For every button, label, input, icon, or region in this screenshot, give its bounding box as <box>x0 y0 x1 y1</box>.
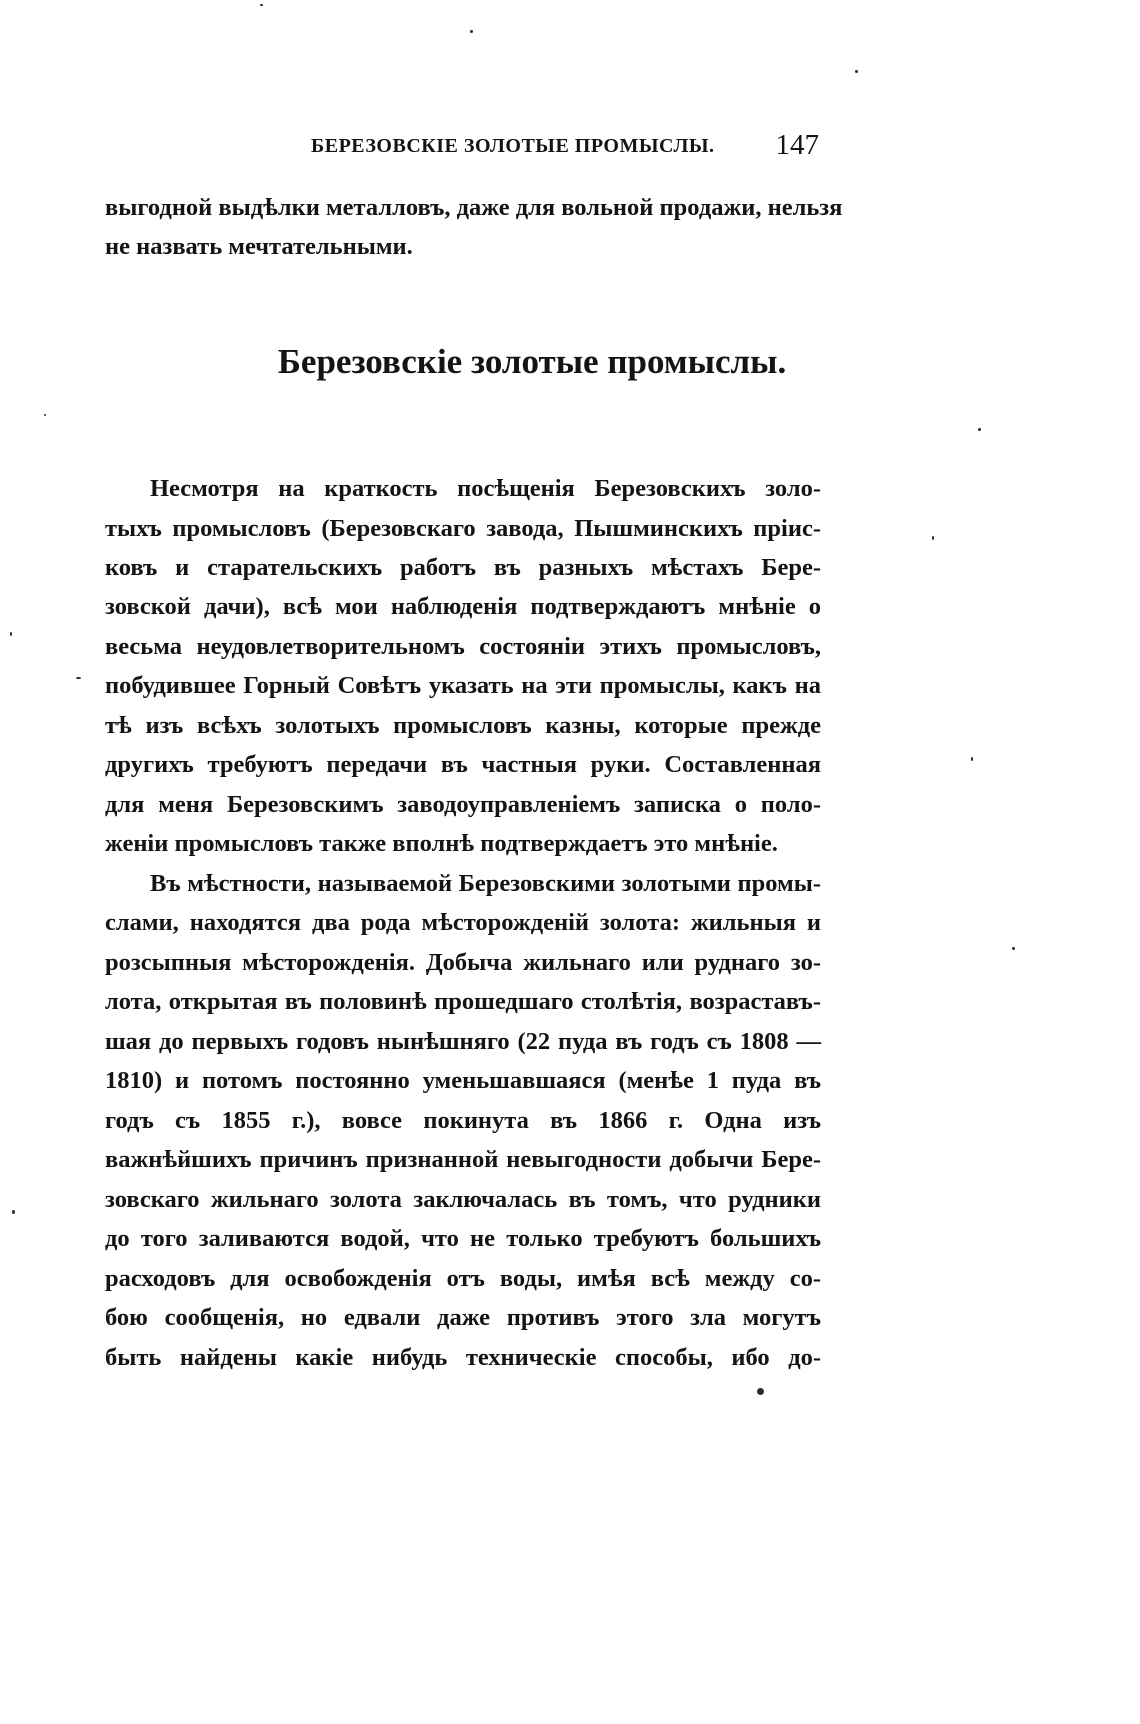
paragraph-line: Несмотря на краткость посѣщенія Березовскихъ золо- <box>150 475 821 502</box>
running-head <box>105 129 821 163</box>
paragraph-line: для меня Березовскимъ заводоуправленіемъ записка о поло- <box>105 791 821 818</box>
paragraph-line: расходовъ для освобожденія отъ воды, имѣя всѣ между со- <box>105 1265 821 1292</box>
paragraph-line: зовскаго жильнаго золота заключалась въ томъ, что рудники <box>105 1186 821 1213</box>
scan-speck <box>10 632 12 636</box>
running-title: БЕРЕЗОВСКІЕ ЗОЛОТЫЕ ПРОМЫСЛЫ. <box>311 135 715 157</box>
scan-speck <box>757 1388 764 1395</box>
scan-speck <box>470 30 473 33</box>
paragraph-line: 1810) и потомъ постоянно уменьшавшаяся (менѣе 1 пуда въ <box>105 1067 821 1094</box>
paragraph-line: тѣ изъ всѣхъ золотыхъ промысловъ казны, которые прежде <box>105 712 821 739</box>
scan-speck <box>1012 947 1015 950</box>
scan-speck <box>12 1210 15 1214</box>
carryover-line: выгодной выдѣлки металловъ, даже для вольной продажи, нельзя <box>105 194 843 221</box>
paragraph-line: побудившее Горный Совѣтъ указать на эти промыслы, какъ на <box>105 672 821 699</box>
page-number: 147 <box>775 129 819 161</box>
paragraph-line: шая до первыхъ годовъ нынѣшняго (22 пуда въ годъ съ 1808 — <box>105 1028 821 1055</box>
section-heading: Березовскіе золотые промыслы. <box>277 342 787 381</box>
paragraph-line: слами, находятся два рода мѣсторожденій золота: жильныя и <box>105 909 821 936</box>
paragraph-line: другихъ требуютъ передачи въ частныя руки. Составленная <box>105 751 821 778</box>
scan-speck <box>932 536 934 540</box>
paragraph-line: весьма неудовлетворительномъ состояніи этихъ промысловъ, <box>105 633 821 660</box>
scan-speck <box>971 757 973 761</box>
paragraph-line: зовской дачи), всѣ мои наблюденія подтверждаютъ мнѣніе о <box>105 593 821 620</box>
paragraph-line: женіи промысловъ также вполнѣ подтверждаетъ это мнѣніе. <box>105 830 778 857</box>
scan-speck <box>260 4 263 6</box>
paragraph-line: лота, открытая въ половинѣ прошедшаго столѣтія, возраставъ- <box>105 988 821 1015</box>
paragraph-line: важнѣйшихъ причинъ признанной невыгодности добычи Бере- <box>105 1146 821 1173</box>
paragraph-line: быть найдены какіе нибудь техническіе способы, ибо до- <box>105 1344 821 1371</box>
paragraph-line: до того заливаются водой, что не только требуютъ большихъ <box>105 1225 821 1252</box>
scan-speck <box>978 428 981 431</box>
scan-speck <box>76 677 81 679</box>
carryover-line: не назвать мечтательными. <box>105 233 413 260</box>
paragraph-line: бою сообщенія, но едвали даже противъ этого зла могутъ <box>105 1304 821 1331</box>
paragraph-line: тыхъ промысловъ (Березовскаго завода, Пышминскихъ пріис- <box>105 515 821 542</box>
paragraph-line: ковъ и старательскихъ работъ въ разныхъ мѣстахъ Бере- <box>105 554 821 581</box>
scan-speck <box>855 70 858 73</box>
scan-speck <box>44 414 46 416</box>
paragraph-line: годъ съ 1855 г.), вовсе покинута въ 1866 г. Одна изъ <box>105 1107 821 1134</box>
paragraph-line: розсыпныя мѣсторожденія. Добыча жильнаго или руднаго зо- <box>105 949 821 976</box>
paragraph-line: Въ мѣстности, называемой Березовскими золотыми промы- <box>150 870 821 897</box>
